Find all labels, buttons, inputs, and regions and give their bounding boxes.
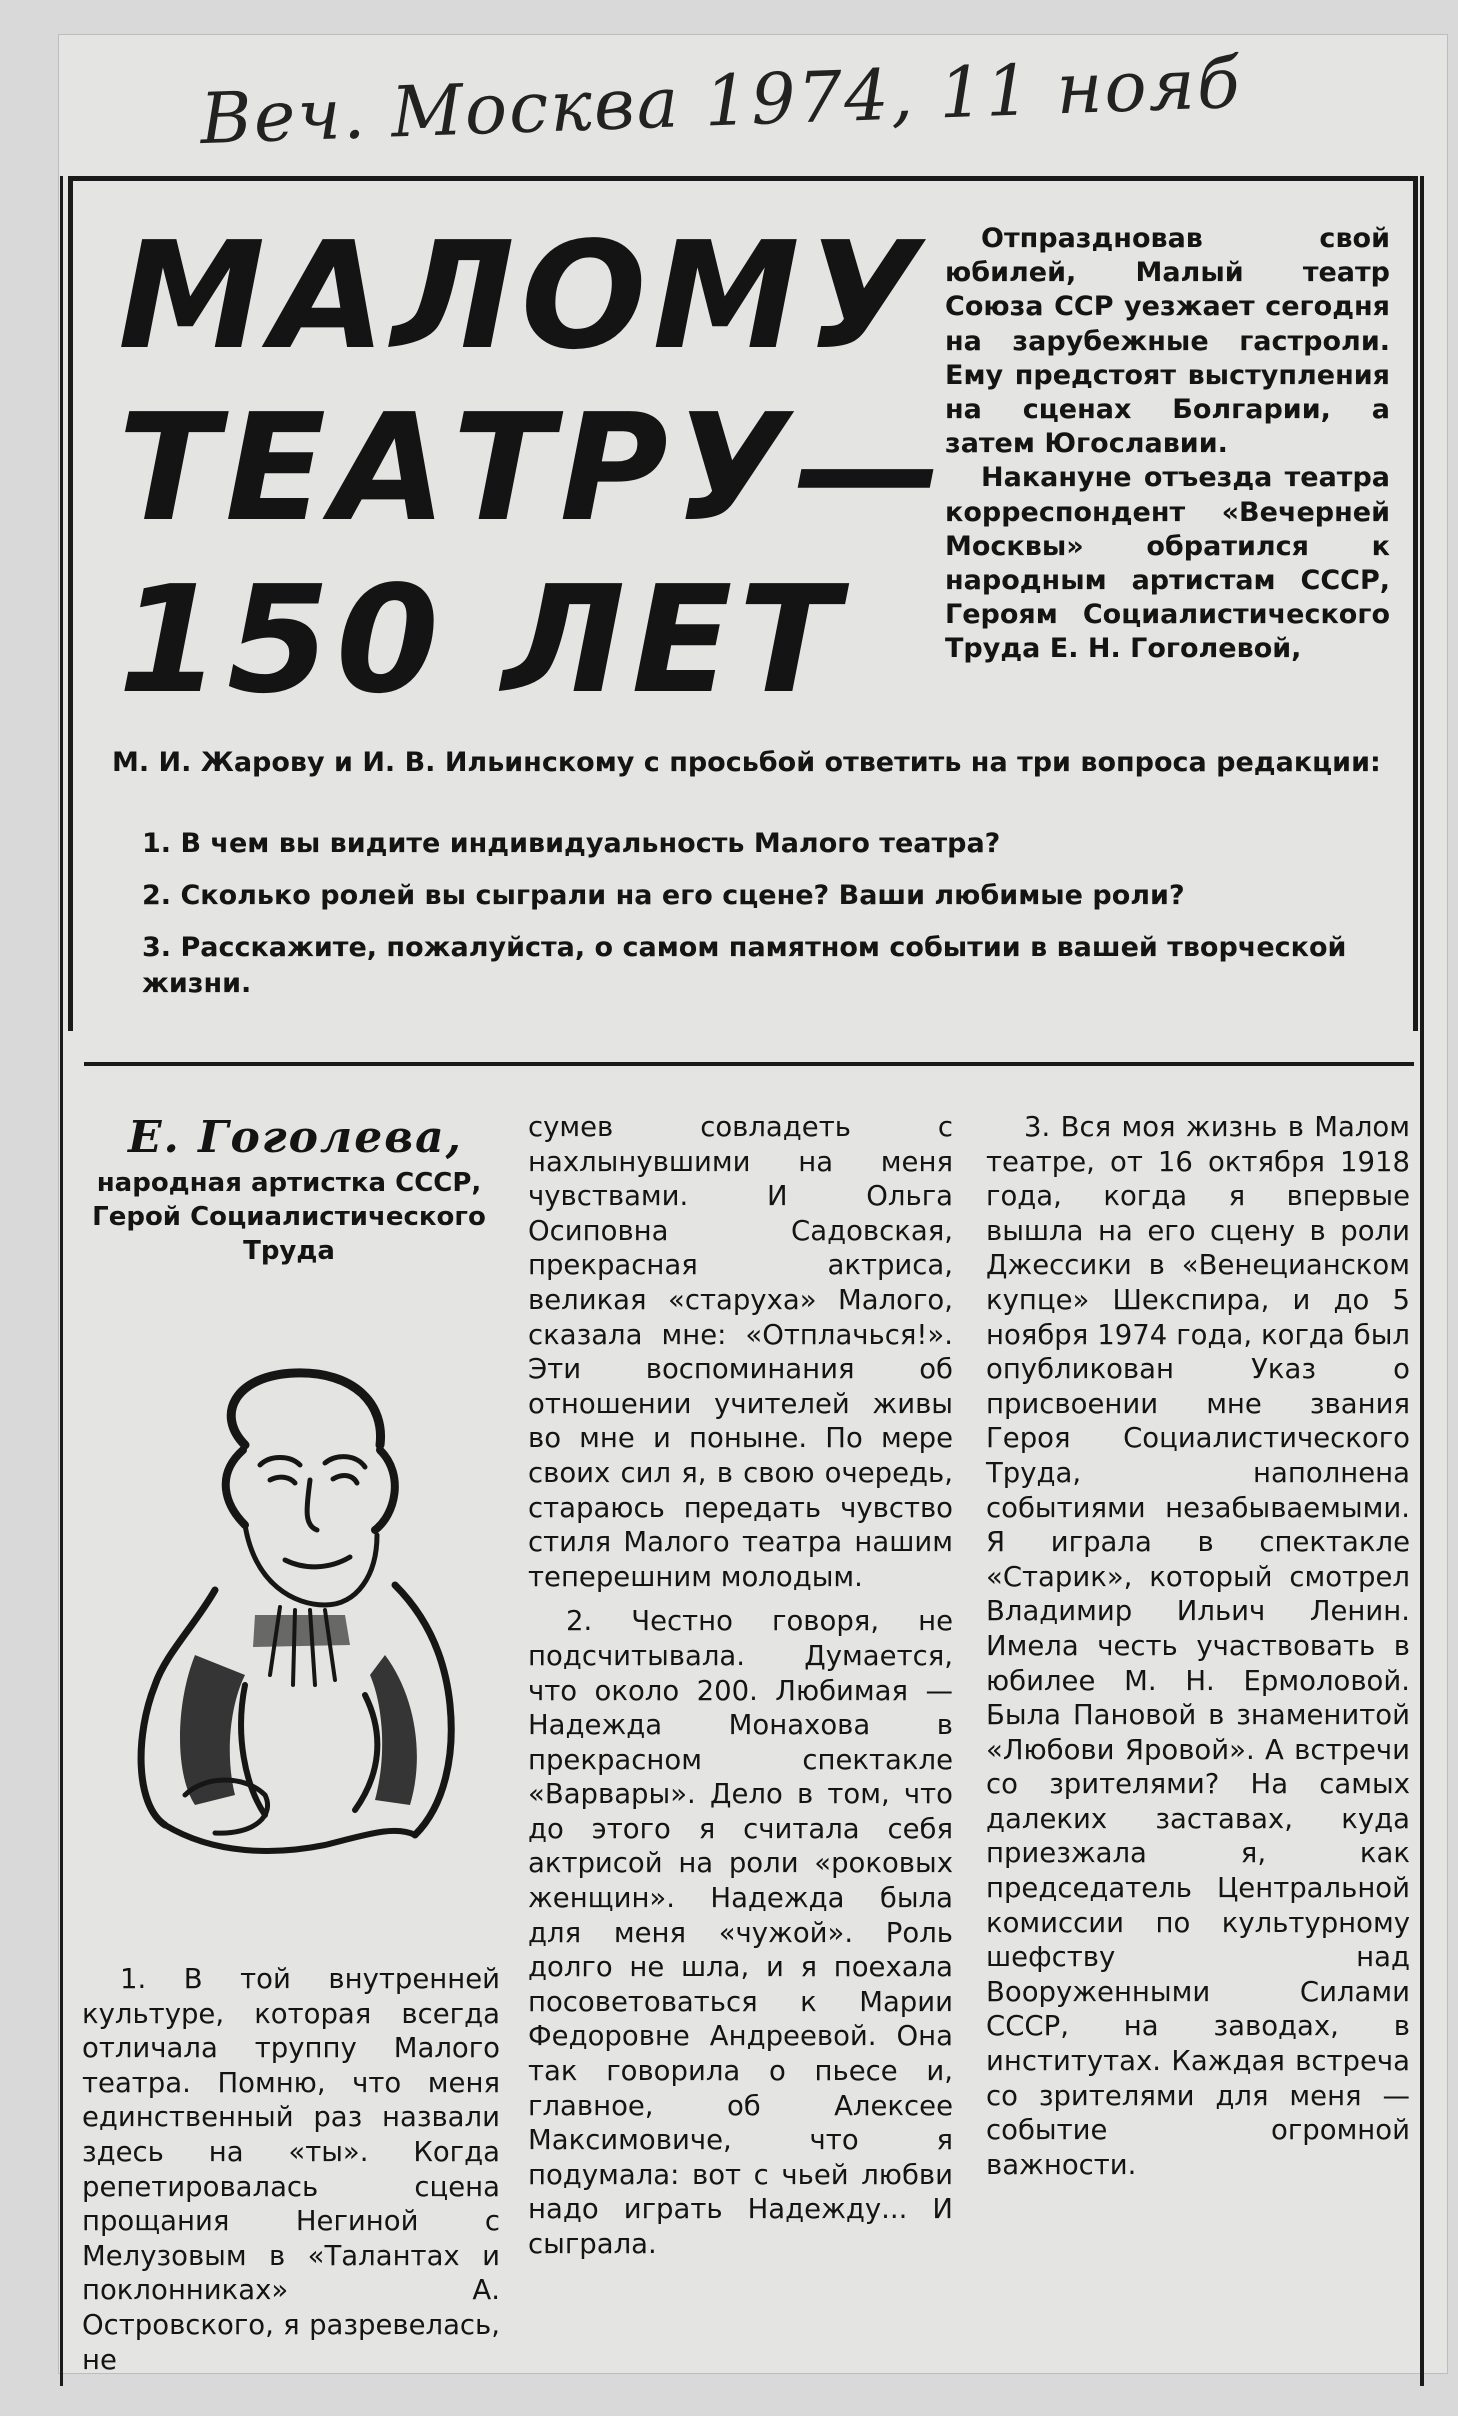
portrait-sketch: [95, 1355, 475, 1875]
answer-column-2: [528, 1110, 953, 2262]
question-3: 3. Расскажите, пожалуйста, о самом памятном событии в вашей творческой жизни.: [142, 932, 1347, 999]
intro-paragraph-2: Накануне отъезда театра корреспондент «Вечерней Москвы» обратился к народным артистам СССР, Героям Социалистического Труда Е. Н. Гоголевой,: [945, 462, 1390, 665]
headline: [118, 210, 949, 726]
author-title: народная артистка СССР, Герой Социалистического Труда: [92, 1168, 486, 1266]
handwritten-note: Веч. Москва 1974, 11 нояб: [198, 41, 1243, 161]
author-name: Е. Гоголева,: [128, 1112, 463, 1163]
left-border: [60, 176, 63, 2386]
question-1: 1. В чем вы видите индивидуальность Малого театра?: [142, 828, 1001, 859]
headline-line-2: ТЕАТРУ—: [118, 382, 949, 554]
section-divider: [84, 1062, 1414, 1066]
answer-1-continuation: сумев совладеть с нахлынувшими на меня чувствами. И Ольга Осиповна Садовская, прекрасная актриса, великая «старуха» Малого, сказала мне: «Отплачься!». Эти воспоминания об отношении учителей живы во мне и поныне. По мере своих сил я, в свою очередь, стараюсь передать чувство стиля Малого театра нашим теперешним молодым.: [528, 1111, 953, 1593]
intro-continuation: М. И. Жарову и И. В. Ильинскому с просьбой ответить на три вопроса редакции:: [112, 747, 1381, 778]
headline-line-3: 150 ЛЕТ: [118, 554, 846, 726]
headline-line-1: МАЛОМУ: [118, 210, 926, 382]
right-border: [1420, 176, 1424, 2386]
answer-column-3: [986, 1110, 1410, 2182]
answer-2: 2. Честно говоря, не подсчитывала. Думается, что около 200. Любимая — Надежда Монахова в прекрасном спектакле «Варвары». Дело в том, что до этого я считала себя актрисой на роли «роковых женщин». Надежда была для меня «чужой». Роль долго не шла, и я поехала посоветоваться к Марии Федоровне Андреевой. Она так говорила о пьесе и, главное, об Алексее Максимовиче, что я подумала: вот с чьей любви надо играть Надежду... И сыграла.: [528, 1605, 953, 2260]
question-2: 2. Сколько ролей вы сыграли на его сцене? Ваши любимые роли?: [142, 880, 1185, 911]
questions-list: [112, 826, 1387, 1018]
answer-3: 3. Вся моя жизнь в Малом театре, от 16 октября 1918 года, когда я впервые вышла на его сцену в роли Джессики в «Венецианском купце» Шекспира, и до 5 ноября 1974 года, когда был опубликован Указ о присвоении мне звания Героя Социалистического Труда, наполнена событиями незабываемыми. Я играла в спектакле «Старик», который смотрел Владимир Ильич Ленин. Имела честь участвовать в юбилее М. Н. Ермоловой. Была Пановой в знаменитой «Любови Яровой». А встречи со зрителями? На самых далеких заставах, куда приезжала я, как председатель Центральной комиссии по культурному шефству над Вооруженными Силами СССР, на заводах, в институтах. Каждая встреча со зрителями для меня — событие огромной важности.: [986, 1111, 1410, 2181]
intro-paragraph-1: Отпраздновав свой юбилей, Малый театр Союза ССР уезжает сегодня на зарубежные гастроли. Ему предстоят выступления на сценах Болгарии, а затем Югославии.: [945, 223, 1390, 460]
answer-1-start: 1. В той внутренней культуре, которая всегда отличала труппу Малого театра. Помню, что меня единственный раз назвали здесь на «ты». Когда репетировалась сцена прощания Негиной с Мелузовым в «Талантах и поклонниках» А. Островского, я разревелась, не: [82, 1963, 500, 2376]
answer-column-1: [82, 1962, 500, 2377]
intro-text: [945, 222, 1390, 667]
